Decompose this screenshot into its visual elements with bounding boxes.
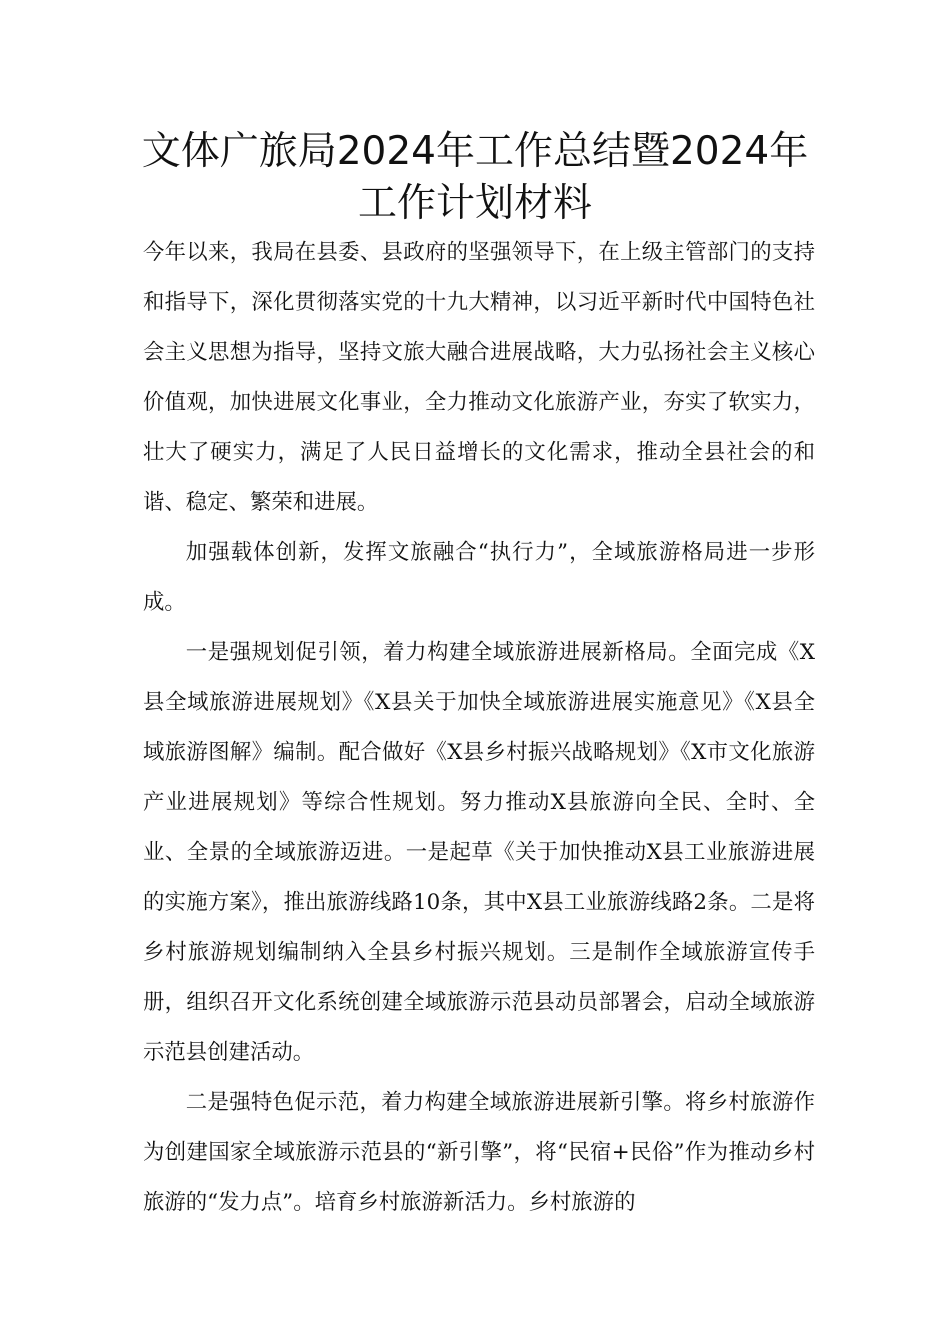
document-body (143, 228, 815, 1228)
body-paragraph-intro: 今年以来，我局在县委、县政府的坚强领导下，在上级主管部门的支持和指导下，深化贯彻落实党的十九大精神，以习近平新时代中国特色社会主义思想为指导，坚持文旅大融合进展战略，大力弘扬社会主义核心价值观，加快进展文化事业，全力推动文化旅游产业，夯实了软实力，壮大了硬实力，满足了人民日益增长的文化需求，推动全县社会的和谐、稳定、繁荣和进展。 (143, 240, 815, 515)
document-title-line-2: 工作计划材料 (357, 181, 592, 226)
body-paragraph-item-one: 一是强规划促引领，着力构建全域旅游进展新格局。全面完成《X县全域旅游进展规划》《X县关于加快全域旅游进展实施意见》《X县全域旅游图解》编制。配合做好《X县乡村振兴战略规划》《X市文化旅游产业进展规划》等综合性规划。努力推动X县旅游向全民、全时、全业、全景的全域旅游迈进。一是起草《关于加快推动X县工业旅游进展的实施方案》，推出旅游线路10条，其中X县工业旅游线路2条。二是将乡村旅游规划编制纳入全县乡村振兴规划。三是制作全域旅游宣传手册，组织召开文化系统创建全域旅游示范县动员部署会，启动全域旅游示范县创建活动。 (143, 640, 815, 1065)
body-paragraph-section-heading: 加强载体创新，发挥文旅融合“执行力”，全域旅游格局进一步形成。 (143, 540, 815, 615)
document-title-line-1: 文体广旅局2024年工作总结暨2024年 (141, 129, 809, 174)
body-paragraph-item-two: 二是强特色促示范，着力构建全域旅游进展新引擎。将乡村旅游作为创建国家全域旅游示范县的“新引擎”，将“民宿+民俗”作为推动乡村旅游的“发力点”。培育乡村旅游新活力。乡村旅游的 (143, 1090, 815, 1215)
